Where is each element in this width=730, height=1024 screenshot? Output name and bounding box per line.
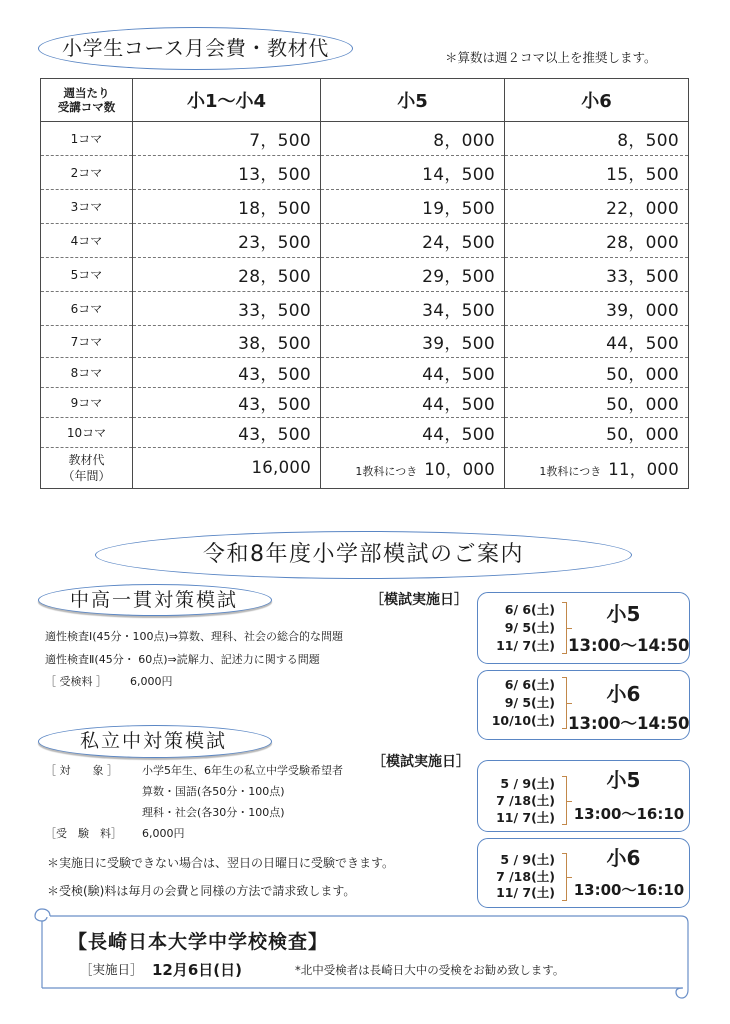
schedule-bracket — [562, 776, 567, 825]
shiritsu-subjects-1: 算数・国語(各50分・100点) — [142, 785, 285, 798]
schedule-date: 11/ 7(土) — [496, 810, 555, 825]
schedule-time: 13:00～14:50 — [568, 714, 690, 733]
fee-row-label: 3コマ — [41, 190, 133, 224]
schedule-date: 7 /18(土) — [496, 868, 555, 884]
fee-value-cell: 28，000 — [505, 224, 689, 258]
materials-prefix: 1教科につき — [355, 465, 418, 478]
fee-value-cell: 24，500 — [321, 224, 505, 258]
fee-row-label: 5コマ — [41, 258, 133, 292]
schedule-dates — [496, 775, 555, 826]
materials-cell-grade-6 — [505, 448, 689, 489]
fee-row-label: 7コマ — [41, 326, 133, 358]
shiritsu-schedule-box-grade5 — [477, 760, 690, 832]
fee-value-cell: 43，500 — [133, 358, 321, 388]
header-koma-per-week — [41, 79, 133, 122]
schedule-grade: 小5 — [606, 602, 641, 626]
fee-value-cell: 43，500 — [133, 418, 321, 448]
fee-row-label: 4コマ — [41, 224, 133, 258]
schedule-grade: 小6 — [606, 682, 641, 706]
schedule-time: 13:00～16:10 — [573, 881, 685, 899]
header-grade-6: 小6 — [505, 79, 689, 122]
fee-value-cell: 29，500 — [321, 258, 505, 292]
fee-table-header — [41, 79, 689, 122]
schedule-dates — [492, 676, 555, 730]
nichidai-date-value: 12月6日(日) — [152, 961, 243, 979]
nichidai-title: 【長崎日本大学中学校検査】 — [68, 931, 329, 953]
materials-label-line1: 教材代 — [68, 453, 105, 467]
fee-row-label: 8コマ — [41, 358, 133, 388]
fee-row — [41, 358, 689, 388]
schedule-date: 6/ 6(土) — [504, 677, 555, 692]
materials-cell-grade-1-4 — [133, 448, 321, 489]
schedule-date: 9/ 5(土) — [504, 620, 555, 635]
schedule-grade: 小5 — [606, 768, 641, 792]
shiritsu-note-1: ＊実施日に受験できない場合は、翌日の日曜日に受験できます。 — [47, 856, 395, 870]
fee-value-cell: 23，500 — [133, 224, 321, 258]
fee-row-label: 1コマ — [41, 122, 133, 156]
fee-value-cell: 44，500 — [321, 388, 505, 418]
fee-value-cell: 22，000 — [505, 190, 689, 224]
fee-table-body — [41, 122, 689, 448]
fee-row-label: 10コマ — [41, 418, 133, 448]
fee-row — [41, 326, 689, 358]
schedule-grade: 小6 — [606, 846, 641, 870]
nichidai-date-label: ［実施日］ — [80, 962, 143, 977]
schedule-time: 13:00～16:10 — [573, 805, 685, 823]
fee-row — [41, 190, 689, 224]
schedule-date: 11/ 7(土) — [496, 638, 555, 653]
fee-section-title: 小学生コース月会費・教材代 — [62, 36, 329, 60]
shiritsu-target-label: ［ 対 象 ］ — [45, 764, 118, 777]
fee-value-cell: 8，000 — [321, 122, 505, 156]
fee-row-label: 6コマ — [41, 292, 133, 326]
fee-value-cell: 19，500 — [321, 190, 505, 224]
scroll-banner-border — [0, 900, 730, 1010]
chuko-schedule-box-grade6 — [477, 670, 690, 740]
materials-body — [41, 448, 689, 489]
schedule-date: 6/ 6(土) — [504, 602, 555, 617]
schedule-dates — [496, 852, 555, 902]
fee-value-cell: 33，500 — [505, 258, 689, 292]
fee-value-cell: 8，500 — [505, 122, 689, 156]
fee-value-cell: 38，500 — [133, 326, 321, 358]
fee-value-cell: 44，500 — [321, 418, 505, 448]
fee-value-cell: 7，500 — [133, 122, 321, 156]
chuko-fee-label: ［ 受検料 ］ — [45, 675, 107, 688]
fee-value-cell: 50，000 — [505, 418, 689, 448]
fee-row — [41, 224, 689, 258]
materials-label — [41, 448, 133, 489]
header-line2: 受講コマ数 — [57, 100, 116, 114]
fee-row — [41, 258, 689, 292]
fee-value-cell: 28，500 — [133, 258, 321, 292]
fee-row — [41, 388, 689, 418]
shiritsu-fee-value: 6,000円 — [142, 827, 185, 840]
shiritsu-schedule-label: ［模試実施日］ — [372, 754, 470, 770]
fee-value-cell: 34，500 — [321, 292, 505, 326]
schedule-date: 9/ 5(土) — [504, 695, 555, 710]
shiritsu-fee-label: ［受 験 料］ — [45, 827, 122, 840]
fee-row — [41, 292, 689, 326]
fee-value-cell: 50，000 — [505, 358, 689, 388]
fee-value-cell: 14，500 — [321, 156, 505, 190]
schedule-date: 7 /18(土) — [496, 793, 555, 808]
schedule-date: 5 / 9(土) — [500, 776, 555, 791]
fee-row — [41, 156, 689, 190]
materials-prefix: 1教科につき — [539, 465, 602, 478]
chuko-schedule-label: ［模試実施日］ — [370, 592, 468, 608]
chuko-title: 中高一貫対策模試 — [70, 589, 239, 611]
fee-row-label: 2コマ — [41, 156, 133, 190]
schedule-bracket — [562, 602, 567, 654]
materials-value: 11，000 — [608, 460, 679, 479]
schedule-date: 10/10(土) — [491, 713, 555, 728]
shiritsu-schedule-box-grade6 — [477, 838, 690, 908]
fee-value-cell: 39，500 — [321, 326, 505, 358]
header-grade-1-4: 小1～小4 — [133, 79, 321, 122]
chuko-fee-value: 6,000円 — [130, 675, 173, 688]
fee-value-cell: 44，500 — [505, 326, 689, 358]
materials-label-line2: （年間） — [62, 469, 111, 483]
fee-value-cell: 13，500 — [133, 156, 321, 190]
fee-value-cell: 43，500 — [133, 388, 321, 418]
fee-note: ＊算数は週２コマ以上を推奨します。 — [445, 50, 657, 65]
fee-value-cell: 39，000 — [505, 292, 689, 326]
fee-value-cell: 44，500 — [321, 358, 505, 388]
fee-row — [41, 122, 689, 156]
fee-row — [41, 418, 689, 448]
schedule-bracket — [562, 853, 567, 901]
fee-value-cell: 50，000 — [505, 388, 689, 418]
materials-value: 10，000 — [424, 460, 495, 479]
schedule-date: 11/ 7(土) — [496, 885, 555, 900]
schedule-bracket — [562, 677, 567, 729]
mock-section-title: 令和8年度小学部模試のご案内 — [203, 542, 524, 567]
chuko-test-2: 適性検査Ⅱ(45分・ 60点)⇒読解力、記述力に関する問題 — [45, 653, 320, 666]
schedule-date: 5 / 9(土) — [500, 852, 555, 867]
chuko-test-1: 適性検査Ⅰ(45分・100点)⇒算数、理科、社会の総合的な問題 — [45, 630, 344, 643]
shiritsu-subjects-2: 理科・社会(各30分・100点) — [142, 806, 285, 819]
schedule-time: 13:00～14:50 — [568, 636, 690, 655]
materials-cell-grade-5 — [321, 448, 505, 489]
chuko-schedule-box-grade5 — [477, 592, 690, 664]
nichidai-note: *北中受検者は長崎日大中の受検をお勧め致します。 — [295, 963, 565, 977]
materials-row — [41, 448, 689, 489]
fee-value-cell: 18，500 — [133, 190, 321, 224]
header-line1: 週当たり — [63, 86, 110, 100]
shiritsu-note-2: ＊受検(験)料は毎月の会費と同様の方法で請求致します。 — [47, 884, 356, 898]
shiritsu-target-value: 小学5年生、6年生の私立中学受験希望者 — [142, 764, 343, 777]
fee-table — [40, 78, 689, 489]
fee-value-cell: 33，500 — [133, 292, 321, 326]
fee-value-cell: 15，500 — [505, 156, 689, 190]
header-grade-5: 小5 — [321, 79, 505, 122]
fee-row-label: 9コマ — [41, 388, 133, 418]
materials-value: 16,000 — [251, 458, 311, 477]
schedule-dates — [496, 601, 555, 655]
shiritsu-title: 私立中対策模試 — [80, 730, 228, 752]
